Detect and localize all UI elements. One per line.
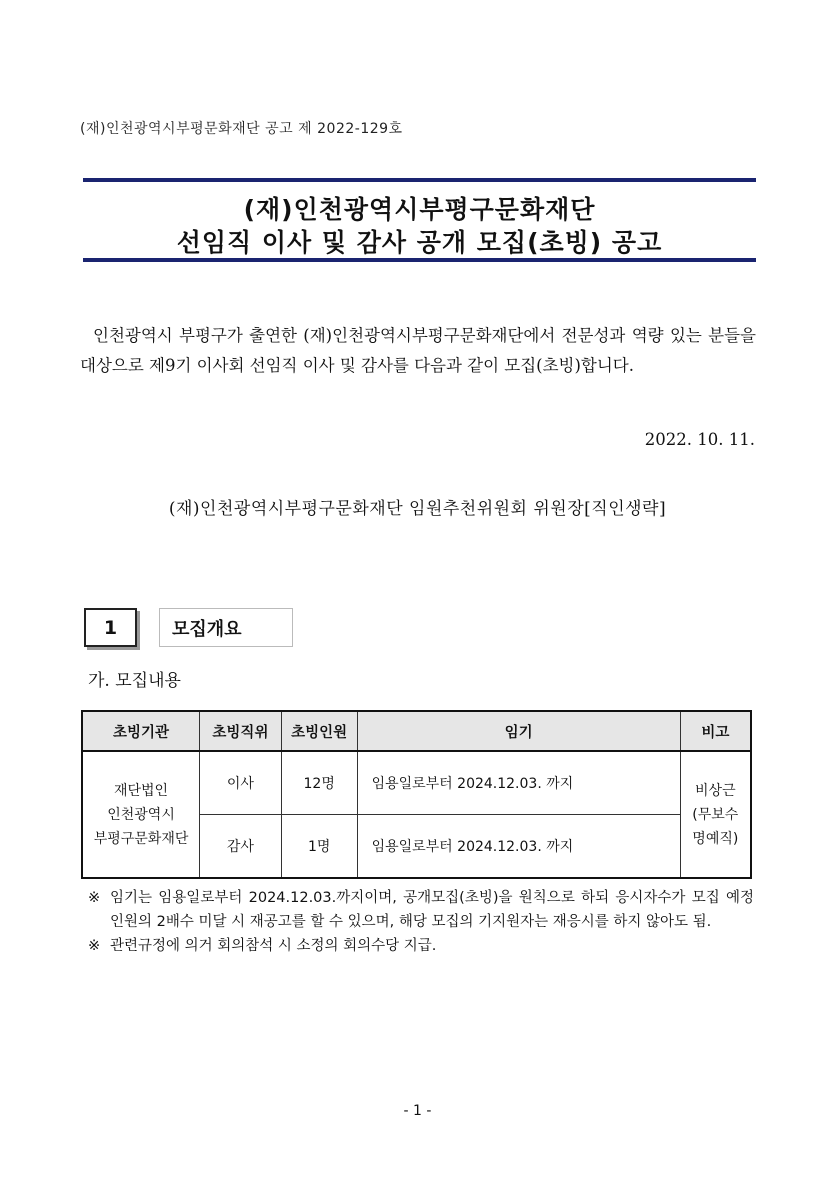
col-header-org: 초빙기관 (82, 711, 200, 751)
title-line-2: 선임직 이사 및 감사 공개 모집(초빙) 공고 (176, 228, 663, 257)
intro-paragraph: 인천광역시 부평구가 출연한 (재)인천광역시부평구문화재단에서 전문성과 역량 있는 분들을 대상으로 제9기 이사회 선임직 이사 및 감사를 다음과 같이 모집(초빙)합니다. (80, 326, 756, 375)
title-line-1: (재)인천광역시부평구문화재단 (243, 195, 596, 224)
title-box (83, 178, 756, 262)
note-text: 관련규정에 의거 회의참석 시 소정의 회의수당 지급. (110, 938, 437, 954)
col-header-count: 초빙인원 (281, 711, 357, 751)
note-cell (680, 751, 751, 878)
term-cell: 임용일로부터 2024.12.03. 까지 (357, 815, 680, 879)
reference-mark-icon: ※ (88, 938, 101, 954)
section-title: 모집개요 (159, 608, 293, 647)
org-line: 재단법인 (113, 782, 169, 799)
reference-mark-icon: ※ (88, 890, 101, 906)
note-item (88, 934, 754, 958)
table-header-row (82, 711, 751, 751)
recruitment-table (81, 710, 752, 879)
table-row (82, 751, 751, 815)
col-header-position: 초빙직위 (200, 711, 282, 751)
count-cell: 12명 (281, 751, 357, 815)
note-text: 임기는 임용일로부터 2024.12.03.까지이며, 공개모집(초빙)을 원칙으로 하되 응시자수가 모집 예정 인원의 2배수 미달 시 재공고를 할 수 있으며, 해당 모집의 기지원자는 재응시를 하지 않아도 됨. (110, 890, 754, 930)
signer: (재)인천광역시부평구문화재단 임원추천위원회 위원장[직인생략] (168, 499, 667, 519)
position-cell: 이사 (200, 751, 282, 815)
note-line: 비상근 (695, 782, 736, 799)
org-cell (82, 751, 200, 878)
notice-number: (재)인천광역시부평문화재단 공고 제 2022-129호 (80, 121, 403, 137)
note-item (88, 886, 754, 934)
term-cell: 임용일로부터 2024.12.03. 까지 (357, 751, 680, 815)
subheading: 가. 모집내용 (88, 671, 181, 691)
note-line: (무보수 (692, 806, 739, 823)
position-cell: 감사 (200, 815, 282, 879)
count-cell: 1명 (281, 815, 357, 879)
notice-date: 2022. 10. 11. (644, 430, 755, 449)
org-line: 인천광역시 (107, 806, 175, 823)
notes-list (88, 886, 754, 958)
col-header-note: 비고 (680, 711, 751, 751)
col-header-term: 임기 (357, 711, 680, 751)
section-number: 1 (84, 608, 137, 647)
org-line: 부평구문화재단 (93, 830, 189, 847)
note-line: 명예직) (692, 830, 739, 847)
page-number: - 1 - (403, 1103, 432, 1119)
